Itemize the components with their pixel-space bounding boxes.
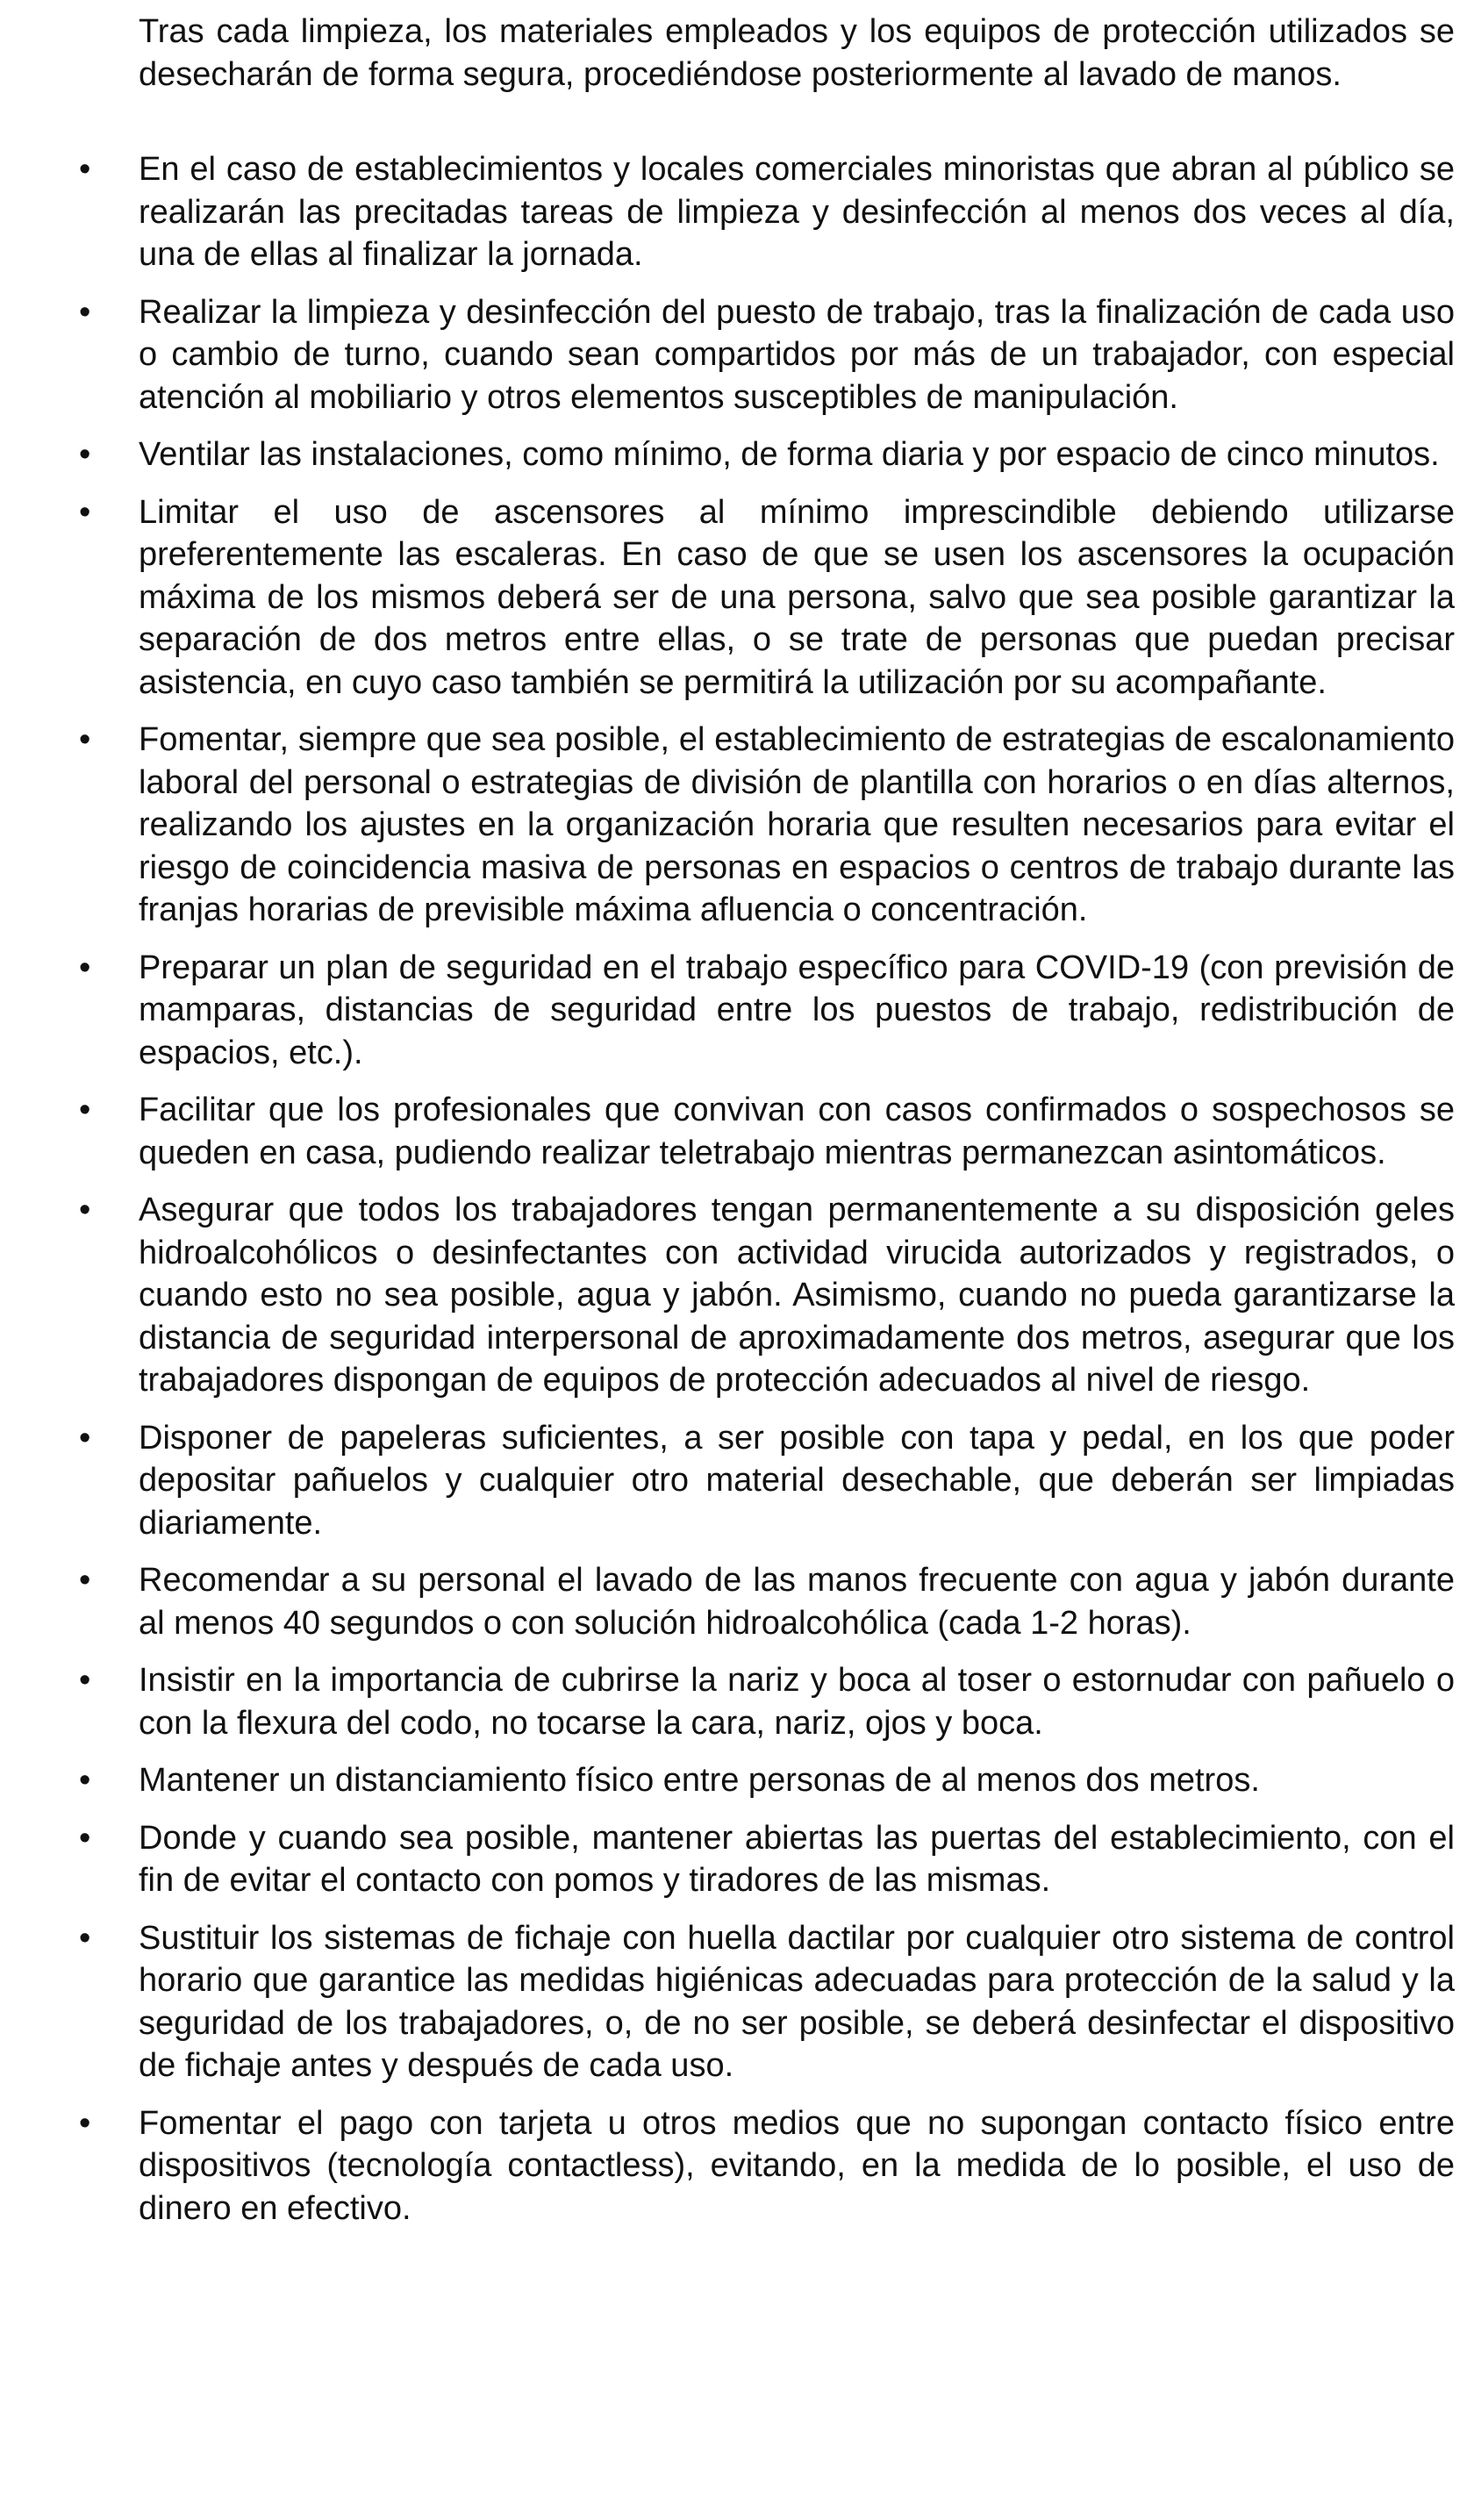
bullet-icon: • xyxy=(79,1762,91,1799)
bullet-icon: • xyxy=(79,949,91,986)
list-item-text: Realizar la limpieza y desinfección del puesto de trabajo, tras la finalización de cada uso o cambio de turno, cuando sean compartidos por más de un trabajador, con especial atención al mobiliario y otros elementos susceptibles de manipulación. xyxy=(139,293,1455,416)
list-item xyxy=(0,1817,1474,1902)
list-item xyxy=(0,1917,1474,2087)
list-item xyxy=(0,1189,1474,1402)
bullet-icon: • xyxy=(79,1562,91,1599)
list-item-text: Fomentar, siempre que sea posible, el establecimiento de estrategias de escalonamiento laboral del personal o estrategias de división de plantilla con horarios o en días alternos, realizando los ajustes en la organización horaria que resulten necesarios para evitar el riesgo de coincidencia masiva de personas en espacios o centros de trabajo durante las franjas horarias de previsible máxima afluencia o concentración. xyxy=(139,721,1455,928)
list-item xyxy=(0,491,1474,705)
list-item xyxy=(0,433,1474,476)
list-item xyxy=(0,1417,1474,1545)
bullet-icon: • xyxy=(79,1192,91,1228)
list-item xyxy=(0,1089,1474,1174)
list-item-text: Asegurar que todos los trabajadores tengan permanentemente a su disposición geles hidroalcohólicos o desinfectantes con actividad virucida autorizados y registrados, o cuando esto no sea posible, agua y jabón. Asimismo, cuando no pueda garantizarse la distancia de seguridad interpersonal de aproximadamente dos metros, asegurar que los trabajadores dispongan de equipos de protección adecuados al nivel de riesgo. xyxy=(139,1192,1455,1399)
list-item-text: Disponer de papeleras suficientes, a ser posible con tapa y pedal, en los que poder depositar pañuelos y cualquier otro material desechable, que deberán ser limpiadas diariamente. xyxy=(139,1419,1455,1542)
bullet-icon: • xyxy=(79,1092,91,1128)
list-item-text: En el caso de establecimientos y locales comerciales minoristas que abran al público se realizarán las precitadas tareas de limpieza y desinfección al menos dos veces al día, una de ellas al finalizar la jornada. xyxy=(139,151,1455,273)
list-item xyxy=(0,148,1474,276)
bullet-icon: • xyxy=(79,2104,91,2142)
list-item xyxy=(0,1659,1474,1744)
bullet-icon: • xyxy=(79,1819,91,1857)
list-item xyxy=(0,2102,1474,2230)
bullet-icon: • xyxy=(79,1419,91,1457)
list-item-text: Donde y cuando sea posible, mantener abiertas las puertas del establecimiento, con el fin de evitar el contacto con pomos y tiradores de las mismas. xyxy=(139,1819,1455,1899)
list-item-text: Insistir en la importancia de cubrirse la nariz y boca al toser o estornudar con pañuelo o con la flexura del codo, no tocarse la cara, nariz, ojos y boca. xyxy=(139,1662,1455,1742)
bullet-icon: • xyxy=(79,293,91,331)
list-item-text: Ventilar las instalaciones, como mínimo, de forma diaria y por espacio de cinco minutos. xyxy=(139,436,1440,473)
bullet-list xyxy=(0,148,1474,2244)
list-item-text: Recomendar a su personal el lavado de las manos frecuente con agua y jabón durante al menos 40 segundos o con solución hidroalcohólica (cada 1-2 horas). xyxy=(139,1562,1455,1642)
bullet-icon: • xyxy=(79,151,91,188)
list-item xyxy=(0,1759,1474,1802)
list-item-text: Facilitar que los profesionales que convivan con casos confirmados o sospechosos se queden en casa, pudiendo realizar teletrabajo mientras permanezcan asintomáticos. xyxy=(139,1092,1455,1171)
list-item-text: Fomentar el pago con tarjeta u otros medios que no supongan contacto físico entre dispositivos (tecnología contactless), evitando, en la medida de lo posible, el uso de dinero en efectivo. xyxy=(139,2104,1455,2227)
list-item-text: Preparar un plan de seguridad en el trabajo específico para COVID-19 (con previsión de mamparas, distancias de seguridad entre los puestos de trabajo, redistribución de espacios, etc.). xyxy=(139,949,1455,1071)
list-item xyxy=(0,291,1474,419)
intro-paragraph: Tras cada limpieza, los materiales empleados y los equipos de protección utilizados se desecharán de forma segura, procediéndose posteriormente al lavado de manos. xyxy=(139,13,1455,93)
list-item xyxy=(0,719,1474,932)
bullet-icon: • xyxy=(79,1919,91,1957)
list-item-text: Limitar el uso de ascensores al mínimo imprescindible debiendo utilizarse preferentemente las escaleras. En caso de que se usen los ascensores la ocupación máxima de los mismos deberá ser de una persona, salvo que sea posible garantizar la separación de dos metros entre ellas, o se trate de personas que puedan precisar asistencia, en cuyo caso también se permitirá la utilización por su acompañante. xyxy=(139,493,1455,701)
bullet-icon: • xyxy=(79,493,91,531)
bullet-icon: • xyxy=(79,721,91,758)
list-item xyxy=(0,1559,1474,1644)
list-item xyxy=(0,947,1474,1075)
bullet-icon: • xyxy=(79,1662,91,1699)
list-item-text: Sustituir los sistemas de fichaje con huella dactilar por cualquier otro sistema de control horario que garantice las medidas higiénicas adecuadas para protección de la salud y la seguridad de los trabajadores, o, de no ser posible, se deberá desinfectar el dispositivo de fichaje antes y después de cada uso. xyxy=(139,1919,1455,2084)
list-item-text: Mantener un distanciamiento físico entre personas de al menos dos metros. xyxy=(139,1762,1260,1799)
bullet-icon: • xyxy=(79,436,91,473)
